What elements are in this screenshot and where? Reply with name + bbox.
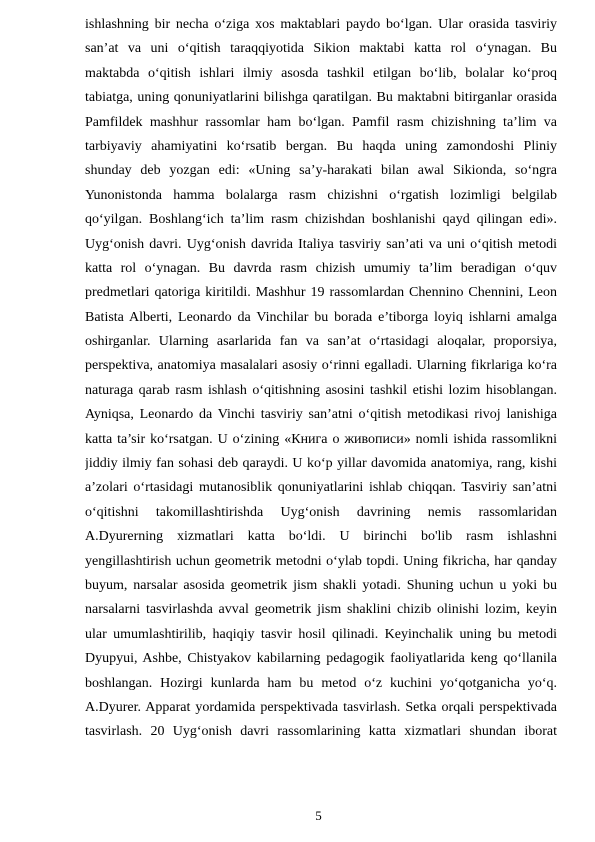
text-line: Dyupyui, Ashbe, Chistyakov kabilarning pedagogik faoliyatlarida keng qo‘llanila [85,651,557,667]
text-line: yengillashtirish uchun geometrik metodni o‘ylab topdi. Uning fikricha, har qanday [85,553,557,569]
text-line: shunday deb yozgan edi: «Uning sa’y-harakati bilan awal Sikionda, so‘ngra [85,163,557,179]
body-text [85,13,557,745]
text-line: tabiatga, uning qonuniyatlarini bilishga qaratilgan. Bu maktabni bitirganlar orasida [85,90,557,106]
text-line: A.Dyurerning xizmatlari katta bo‘ldi. U birinchi bo'lib rasm ishlashni [85,529,557,545]
text-line: katta rol o‘ynagan. Bu davrda rasm chizish umumiy ta’lim beradigan o‘quv [85,260,557,276]
text-line: ular umumlashtirilib, haqiqiy tasvir hosil qilinadi. Keyinchalik uning bu metodi [85,626,557,642]
text-line: a’zolari o‘rtasidagi mutanosiblik qonuniyatlarini ishlab chiqqan. Tasviriy san’atni [85,480,557,496]
text-line: ishlashning bir necha o‘ziga xos maktablari paydo bo‘lgan. Ular orasida tasviriy [85,17,557,32]
page-number: 5 [315,808,322,823]
text-line: boshlangan. Hozirgi kunlarda ham bu metod o‘z kuchini yo‘qotganicha yo‘q. [85,675,557,691]
text-line: buyum, narsalar asosida geometrik jism shakli yotadi. Shuning uchun u yoki bu [85,577,557,593]
text-line: predmetlari qatoriga kiritildi. Mashhur 19 rassomlardan Chennino Chennini, Leon [85,285,557,301]
text-line: Batista Alberti, Leonardo da Vinchilar bu borada e’tiborga loyiq ishlarni amalga [85,309,557,325]
text-line: Ayniqsa, Leonardo da Vinchi tasviriy san’atni o‘qitish metodikasi rivoj lanishiga [85,407,557,423]
text-line: A.Dyurer. Apparat yordamida perspektivada tasvirlash. Setka orqali perspektivada [85,699,557,715]
text-line: o‘qitishni takomillashtirishda Uyg‘onish davrining nemis rassomlaridan [85,504,557,520]
text-line: katta ta’sir ko‘rsatgan. U o‘zining «Книга о живописи» nomli ishida rassomlikni [85,431,557,447]
text-line: narsalarni tasvirlashda avval geometrik jism shaklini chizib olinishi lozim, keyin [85,602,557,618]
text-line: perspektiva, anatomiya masalalari asosiy o‘rinni egalladi. Ularning fikrlariga ko‘ra [85,358,557,374]
text-line: Pamfildek mashhur rassomlar ham bo‘lgan. Pamfil rasm chizishning ta’lim va [85,114,557,130]
text-line: tasvirlash. 20 Uyg‘onish davri rassomlarining katta xizmatlari shundan iborat [85,724,557,740]
text-line: Uyg‘onish davri. Uyg‘onish davrida Italiya tasviriy san’ati va uni o‘qitish metodi [85,236,557,252]
text-line: naturaga qarab rasm ishlash o‘qitishning asosini tashkil etishi lozim hisoblangan. [85,382,557,398]
text-line: qo‘yilgan. Boshlang‘ich ta’lim rasm chizishdan boshlanishi qayd qilingan edi». [85,212,557,228]
text-line: jiddiy ilmiy fan sohasi deb qaraydi. U ko‘p yillar davomida anatomiya, rang, kishi [85,456,557,472]
text-line: san’at va uni o‘qitish taraqqiyotida Sikion maktabi katta rol o‘ynagan. Bu [85,41,557,57]
text-line: maktabda o‘qitish ishlari ilmiy asosda tashkil etilgan bo‘lib, bolalar ko‘proq [85,65,557,81]
text-line: Yunonistonda hamma bolalarga rasm chizishni o‘rgatish lozimligi belgilab [85,187,557,203]
text-line: oshirganlar. Ularning asarlarida fan va san’at o‘rtasidagi aloqalar, proporsiya, [85,334,557,350]
text-line: tarbiyaviy ahamiyatini ko‘rsatib bergan. Bu haqda uning zamondoshi Pliniy [85,138,557,154]
